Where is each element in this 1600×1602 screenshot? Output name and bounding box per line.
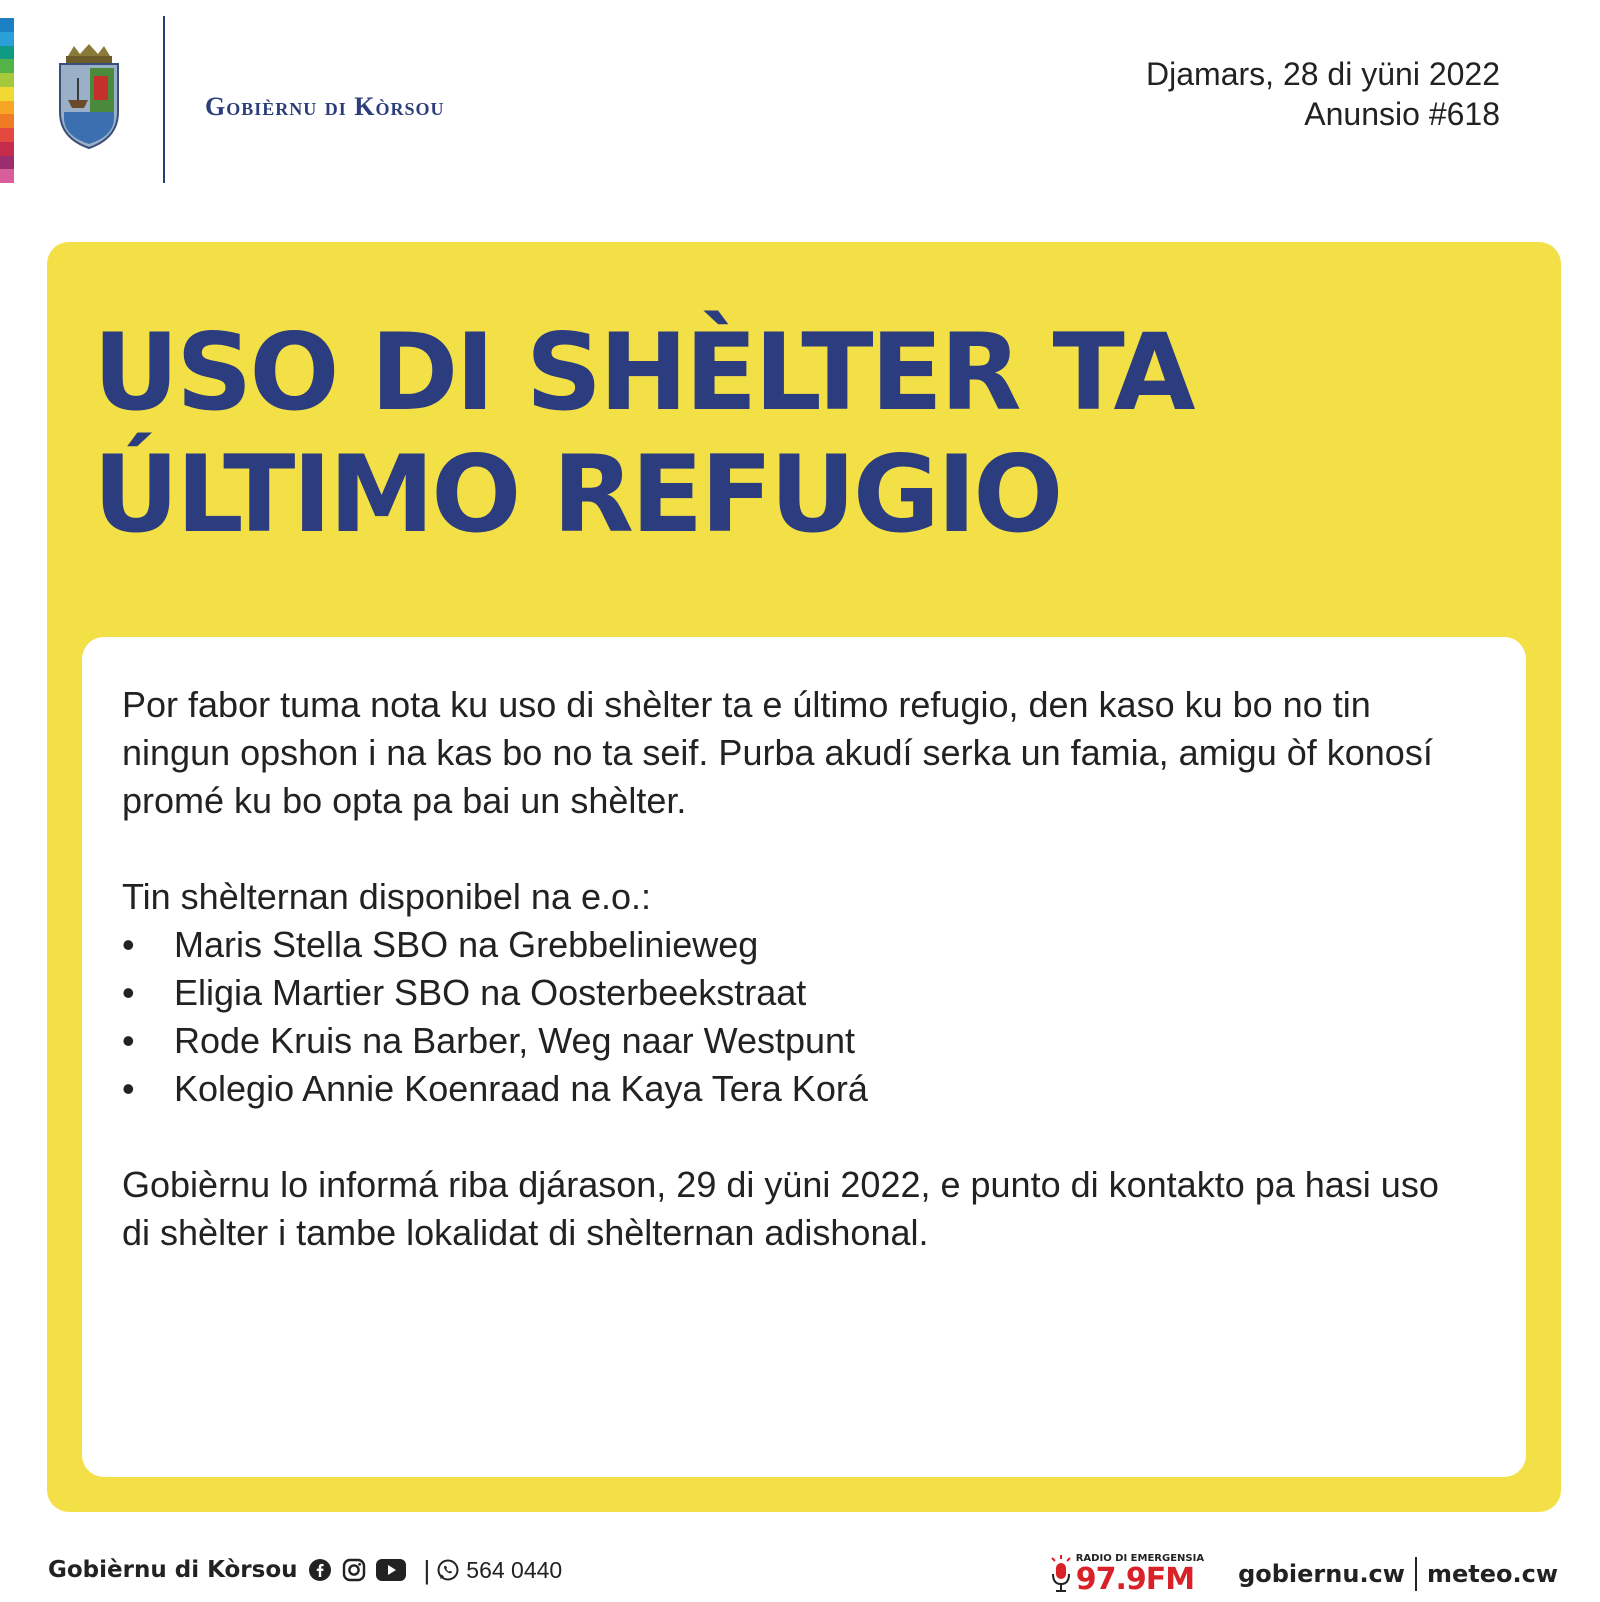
instagram-icon[interactable] — [342, 1558, 366, 1582]
footer-right — [1048, 1552, 1558, 1596]
headline: USO DI SHÈLTER TA ÚLTIMO REFUGIO — [93, 311, 1193, 556]
website-link-gobiernu[interactable]: gobiernu.cw — [1238, 1560, 1405, 1588]
footer — [48, 1552, 1558, 1602]
header-divider — [163, 16, 165, 183]
footer-separator: | — [423, 1554, 431, 1585]
announcement-date: Djamars, 28 di yüni 2022 — [1146, 56, 1500, 92]
website-link-meteo[interactable]: meteo.cw — [1426, 1560, 1558, 1588]
announcement-number: Anunsio #618 — [1304, 96, 1500, 132]
footer-left — [48, 1552, 562, 1588]
footer-org-name: Gobièrnu di Kòrsou — [48, 1557, 298, 1583]
whatsapp-number: 564 0440 — [466, 1556, 563, 1583]
site-divider — [1415, 1557, 1417, 1591]
youtube-icon[interactable] — [376, 1559, 406, 1581]
date-block — [1146, 54, 1500, 134]
message-card — [82, 637, 1526, 1477]
radio-label: RADIO DI EMERGENSIA — [1075, 1552, 1205, 1564]
whatsapp-contact[interactable] — [436, 1557, 562, 1584]
whatsapp-icon — [436, 1558, 460, 1582]
list-item: • Maris Stella SBO na Grebbelinieweg — [122, 921, 1462, 969]
announcement-card — [47, 242, 1561, 1512]
closing-paragraph: Gobièrnu lo informá riba djárason, 29 di yüni 2022, e punto di kontakto pa hasi uso di shèlter i tambe lokalidat di shèlternan adishonal. — [122, 1164, 1439, 1253]
list-item: • Kolegio Annie Koenraad na Kaya Tera Korá — [122, 1065, 1462, 1113]
color-strip — [0, 18, 14, 183]
list-item: • Rode Kruis na Barber, Weg naar Westpunt — [122, 1017, 1462, 1065]
radio-emergensia — [1048, 1553, 1204, 1596]
list-item: • Eligia Martier SBO na Oosterbeekstraat — [122, 969, 1462, 1017]
shelter-list — [122, 921, 1462, 1113]
microphone-icon — [1048, 1554, 1074, 1594]
radio-frequency: 97.9FM — [1075, 1561, 1195, 1597]
intro-paragraph: Por fabor tuma nota ku uso di shèlter ta e último refugio, den kaso ku bo no tin ningun opshon i na kas bo no ta seif. Purba akudí serka un famia, amigu òf konosí promé ku bo opta pa bai un shèlter. — [122, 684, 1433, 821]
org-name: Gobièrnu di Kòrsou — [205, 92, 445, 121]
message-body — [122, 681, 1462, 1257]
facebook-icon[interactable] — [308, 1558, 332, 1582]
list-intro: Tin shèlternan disponibel na e.o.: — [122, 876, 652, 917]
coat-of-arms-logo — [54, 42, 124, 150]
